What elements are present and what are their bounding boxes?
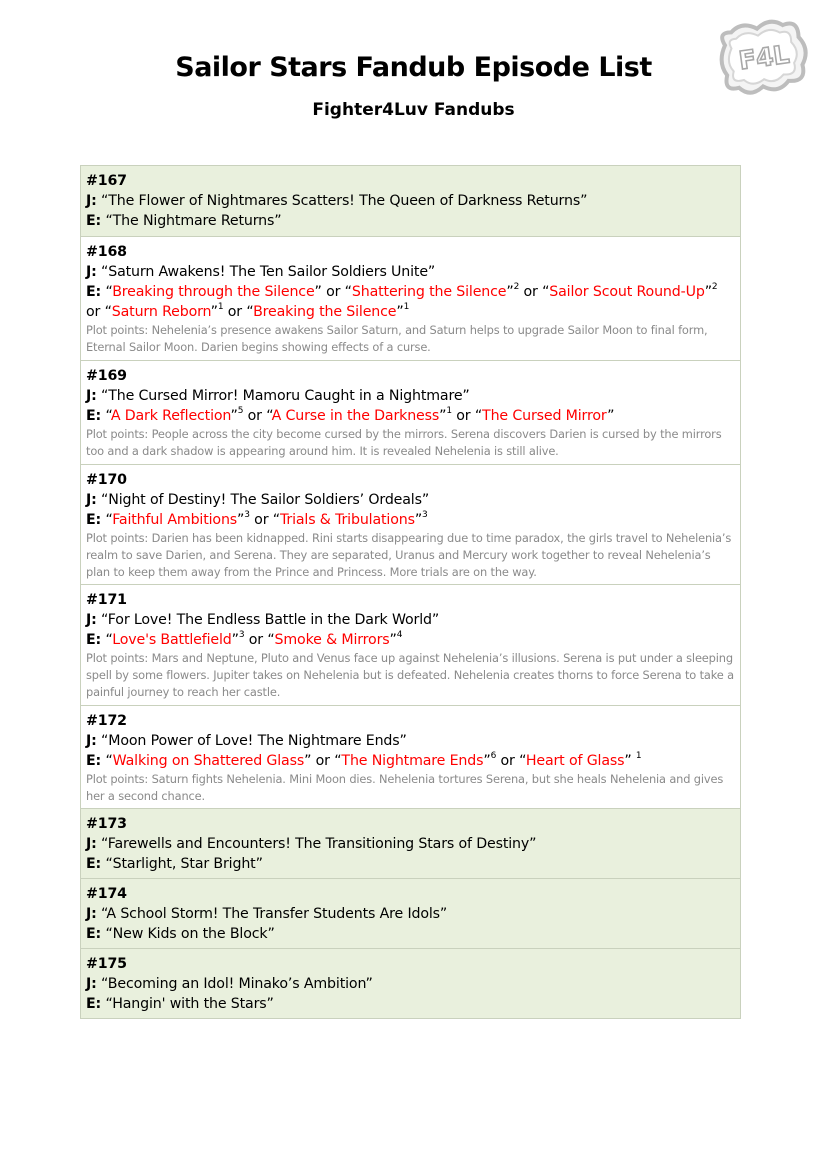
english-title-line: E: “Hangin' with the Stars” [86, 996, 274, 1012]
episode-row [81, 584, 740, 705]
plot-points: Plot points: Darien has been kidnapped. Rini starts disappearing due to time paradox, the girls travel to Nehelenia’s realm to save Darien, and Serena. They are separated, Uranus and Mercury work together to reveal Nehelenia’s plan to keep them away from the Prince and Princess. More trials are on the way. [86, 531, 732, 579]
japanese-title-line: J: “Becoming an Idol! Minako’s Ambition” [86, 976, 373, 992]
episode-number: #167 [86, 173, 127, 189]
episode-row [81, 948, 740, 1018]
japanese-title-line: J: “The Cursed Mirror! Mamoru Caught in a Nightmare” [86, 388, 470, 404]
english-title-line-continued: or “Saturn Reborn”$^1$ or “Breaking the Silence”$^1$ [86, 302, 410, 320]
episode-number: #168 [86, 244, 127, 260]
japanese-title-line: J: “Saturn Awakens! The Ten Sailor Soldiers Unite” [86, 264, 436, 280]
japanese-title-line: J: “Night of Destiny! The Sailor Soldiers’ Ordeals” [86, 492, 430, 508]
episode-number: #175 [86, 956, 127, 972]
plot-points: Plot points: Mars and Neptune, Pluto and Venus face up against Nehelenia’s illusions. Serena is put under a sleeping spell by some flowers. Jupiter takes on Nehelenia but is defeated. Nehelenia creates thorns to force Serena to take a painful journey to reach her castle. [86, 651, 734, 699]
japanese-title-line: J: “A School Storm! The Transfer Students Are Idols” [86, 906, 448, 922]
japanese-title-line: J: “Farewells and Encounters! The Transitioning Stars of Destiny” [86, 836, 537, 852]
episode-row [81, 166, 740, 236]
episode-row [81, 236, 740, 360]
english-title-line: E: “Starlight, Star Bright” [86, 856, 263, 872]
plot-points: Plot points: People across the city become cursed by the mirrors. Serena discovers Darien is cursed by the mirrors too and a dark shadow is appearing around him. It is revealed Nehelenia is still alive. [86, 427, 722, 458]
english-title-line: E: “Love's Battlefield”$^3$ or “Smoke & Mirrors”$^4$ [86, 630, 403, 648]
english-title-line: E: “Walking on Shattered Glass” or “The Nightmare Ends”$^6$ or “Heart of Glass” $^1$ [86, 751, 642, 769]
episode-number: #172 [86, 713, 127, 729]
english-title-line: E: “Breaking through the Silence” or “Shattering the Silence”$^2$ or “Sailor Scout Round-Up”$^2$ [86, 282, 718, 300]
episode-number: #169 [86, 368, 127, 384]
episode-number: #171 [86, 592, 127, 608]
plot-points: Plot points: Nehelenia’s presence awakens Sailor Saturn, and Saturn helps to upgrade Sailor Moon to final form, Eternal Sailor Moon. Darien begins showing effects of a curse. [86, 323, 708, 354]
episode-table [80, 165, 741, 1019]
japanese-title-line: J: “Moon Power of Love! The Nightmare Ends” [86, 733, 407, 749]
english-title-line: E: “The Nightmare Returns” [86, 213, 282, 229]
episode-number: #170 [86, 472, 127, 488]
episode-row [81, 878, 740, 948]
english-title-line: E: “Faithful Ambitions”$^3$ or “Trials & Tribulations”$^3$ [86, 510, 428, 528]
english-title-line: E: “New Kids on the Block” [86, 926, 275, 942]
episode-row [81, 808, 740, 878]
plot-points: Plot points: Saturn fights Nehelenia. Mini Moon dies. Nehelenia tortures Serena, but she heals Nehelenia and gives her a second chance. [86, 772, 724, 803]
episode-number: #174 [86, 886, 127, 902]
episode-row [81, 705, 740, 808]
english-title-line: E: “A Dark Reflection”$^5$ or “A Curse in the Darkness”$^1$ or “The Cursed Mirror” [86, 406, 615, 424]
episode-number: #173 [86, 816, 127, 832]
document-subtitle: Fighter4Luv Fandubs [312, 100, 515, 120]
japanese-title-line: J: “For Love! The Endless Battle in the Dark World” [86, 612, 440, 628]
svg-text:F4L: F4L [737, 39, 792, 76]
japanese-title-line: J: “The Flower of Nightmares Scatters! The Queen of Darkness Returns” [86, 193, 588, 209]
episode-row [81, 360, 740, 464]
episode-row [81, 464, 740, 584]
document-title: Sailor Stars Fandub Episode List [175, 52, 652, 83]
